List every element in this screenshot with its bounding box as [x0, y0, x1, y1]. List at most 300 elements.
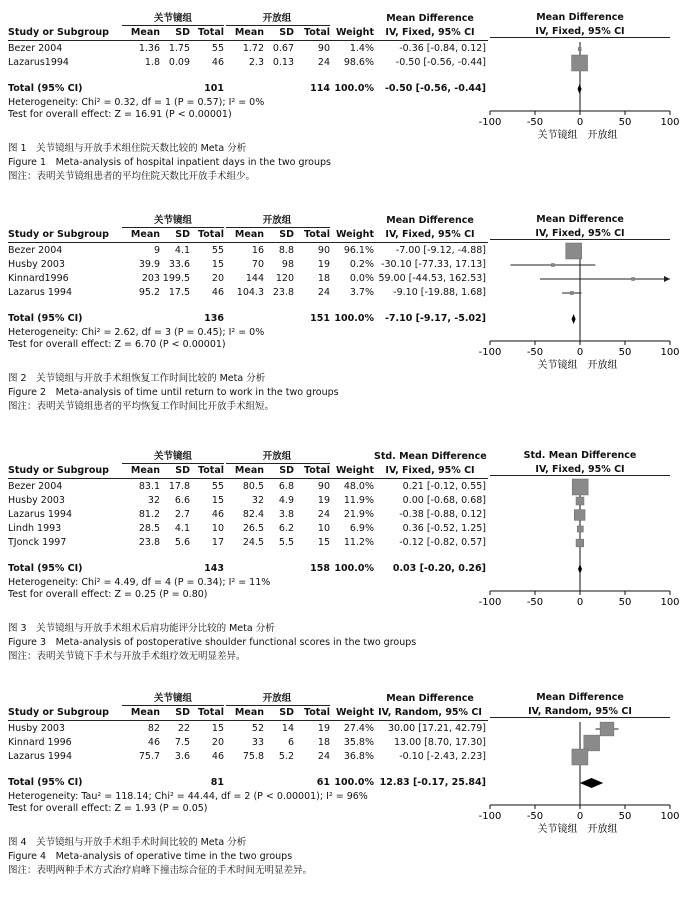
header-columns — [8, 26, 488, 40]
study-marker — [572, 55, 588, 71]
cell-c-total: 15 — [317, 537, 330, 548]
cell-c-sd: 0.67 — [272, 43, 294, 54]
overall-effect-text — [8, 588, 488, 602]
cell-c-sd: SD — [279, 27, 294, 38]
cell-e-sd: 4.1 — [174, 523, 190, 534]
forest-plot — [478, 690, 680, 850]
cell-name: Lazarus 1994 — [8, 751, 72, 762]
forest-plot — [478, 10, 680, 156]
exp-group-label: 关节镜组 — [153, 215, 192, 226]
header-underline — [8, 40, 488, 41]
cell-e-mean: 81.2 — [138, 509, 160, 520]
cell-weight: 100.0% — [334, 313, 374, 324]
cell-e-total: 17 — [211, 537, 224, 548]
total-row — [8, 776, 488, 790]
cell-e-sd: 6.6 — [174, 495, 190, 506]
header-groups — [8, 692, 488, 706]
cell-c-sd: 5.5 — [278, 537, 294, 548]
study-row — [8, 750, 488, 764]
plot-method-label: IV, Fixed, 95% CI — [490, 228, 670, 240]
header-groups — [8, 214, 488, 228]
cell-c-sd: 120 — [275, 273, 294, 284]
cell-ci: 0.00 [-0.68, 0.68] — [402, 495, 486, 506]
cell-c-total: Total — [304, 465, 330, 476]
heterogeneity-stat: Heterogeneity: Chi² = 0.32, df = 1 (P = 0.57); I² = 0% — [8, 97, 265, 108]
cell-c-total: 61 — [316, 777, 330, 788]
cell-ci: -0.50 [-0.56, -0.44] — [395, 57, 486, 68]
total-diamond — [580, 778, 603, 788]
cell-weight: 36.8% — [343, 751, 374, 762]
cell-c-mean: Mean — [234, 465, 264, 476]
cell-name: Husby 2003 — [8, 259, 65, 270]
x-tick-label: 100 — [660, 597, 680, 608]
header-columns — [8, 464, 488, 478]
cell-name: Husby 2003 — [8, 495, 65, 506]
cell-c-total: 90 — [317, 245, 330, 256]
ctrl-group-label: 开放组 — [262, 693, 292, 704]
study-row — [8, 244, 488, 258]
cell-c-mean: Mean — [234, 229, 264, 240]
cell-c-total: 151 — [310, 313, 330, 324]
cell-ci: -7.10 [-9.17, -5.02] — [384, 313, 486, 324]
plot-method-label: IV, Random, 95% CI — [490, 706, 670, 718]
cell-e-sd: 33.6 — [168, 259, 190, 270]
exp-group-label: 关节镜组 — [153, 693, 192, 704]
cell-c-total: 18 — [317, 737, 330, 748]
cell-e-total: 46 — [211, 509, 224, 520]
header-groups — [8, 12, 488, 26]
cell-e-mean: 9 — [153, 245, 160, 256]
cell-e-sd: SD — [175, 465, 190, 476]
overall-effect-text — [8, 802, 488, 816]
cell-weight: 1.4% — [349, 43, 374, 54]
x-tick-label: 0 — [576, 597, 584, 608]
exp-group-label: 关节镜组 — [153, 451, 192, 462]
forest-plot — [478, 448, 680, 636]
cell-name: Lazarus1994 — [8, 57, 69, 68]
study-marker — [576, 497, 584, 505]
study-row — [8, 522, 488, 536]
favours-right-label: 开放组 — [587, 360, 618, 371]
cell-e-total: 55 — [211, 43, 224, 54]
cell-c-mean: Mean — [234, 27, 264, 38]
forest-table — [8, 448, 488, 600]
study-row — [8, 494, 488, 508]
cell-c-sd: 6 — [287, 737, 294, 748]
effect-method-label: IV, Fixed, 95% CI — [385, 27, 475, 38]
caption-en: Figure 3 Meta-analysis of postoperative shoulder functional scores in the two groups — [8, 637, 417, 648]
cell-c-sd: 14 — [281, 723, 294, 734]
ctrl-group-label: 开放组 — [262, 13, 292, 24]
heterogeneity-stat: Heterogeneity: Tau² = 118.14; Chi² = 44.44, df = 2 (P < 0.00001); I² = 96% — [8, 791, 368, 802]
cell-c-sd: SD — [279, 465, 294, 476]
total-diamond — [578, 84, 582, 94]
cell-name: Lindh 1993 — [8, 523, 62, 534]
cell-e-mean: 75.7 — [138, 751, 160, 762]
cell-name: Study or Subgroup — [8, 229, 109, 240]
cell-ci: 30.00 [17.21, 42.79] — [387, 723, 486, 734]
cell-e-total: 81 — [210, 777, 224, 788]
caption-en: Figure 2 Meta-analysis of time until return to work in the two groups — [8, 387, 339, 398]
figure-4 — [0, 690, 685, 910]
cell-ci: -0.12 [-0.82, 0.57] — [399, 537, 486, 548]
x-tick-label: 50 — [618, 347, 632, 358]
cell-e-total: 55 — [211, 245, 224, 256]
forest-plot — [478, 212, 680, 386]
cell-c-total: 90 — [317, 43, 330, 54]
cell-name: Study or Subgroup — [8, 465, 109, 476]
study-marker — [574, 510, 585, 521]
plot-effect-label: Mean Difference — [536, 692, 624, 703]
cell-c-total: Total — [304, 707, 330, 718]
cell-c-sd: 3.8 — [278, 509, 294, 520]
study-row — [8, 272, 488, 286]
study-row — [8, 480, 488, 494]
cell-ci: -0.36 [-0.84, 0.12] — [399, 43, 486, 54]
overall-effect-stat: Test for overall effect: Z = 16.91 (P < 0.00001) — [8, 109, 232, 120]
cell-name: Study or Subgroup — [8, 707, 109, 718]
caption-note: 图注：表明关节镜下手术与开放手术组疗效无明显差异。 — [8, 651, 246, 662]
cell-name: Total (95% CI) — [8, 777, 83, 788]
header-underline — [8, 720, 488, 721]
cell-weight: 100.0% — [334, 563, 374, 574]
cell-ci: 13.00 [8.70, 17.30] — [393, 737, 486, 748]
effect-label: Std. Mean Difference — [374, 451, 487, 462]
cell-weight: Weight — [336, 707, 374, 718]
x-tick-label: 100 — [660, 117, 680, 128]
study-row — [8, 56, 488, 70]
favours-right-label: 开放组 — [587, 824, 618, 835]
exp-group-label: 关节镜组 — [153, 13, 192, 24]
cell-e-total: 20 — [211, 273, 224, 284]
cell-e-mean: Mean — [130, 465, 160, 476]
cell-c-sd: 0.13 — [272, 57, 294, 68]
cell-name: Bezer 2004 — [8, 245, 63, 256]
figure-3 — [0, 448, 685, 668]
caption-cn: 图 4 关节镜组与开放手术组手术时间比较的 Meta 分析 — [8, 837, 247, 848]
cell-e-mean: 95.2 — [138, 287, 160, 298]
cell-e-mean: Mean — [130, 229, 160, 240]
forest-table — [8, 690, 488, 830]
figure-2 — [0, 212, 685, 432]
favours-left-label: 关节镜组 — [537, 130, 578, 141]
cell-e-sd: 22 — [177, 723, 190, 734]
ctrl-group-label: 开放组 — [262, 215, 292, 226]
cell-e-mean: Mean — [130, 27, 160, 38]
cell-name: Lazarus 1994 — [8, 287, 72, 298]
study-marker — [578, 48, 581, 51]
x-tick-label: 50 — [618, 597, 632, 608]
caption-note: 图注：表明两种手术方式治疗肩峰下撞击综合征的手术时间无明显差异。 — [8, 865, 313, 876]
cell-c-mean: 26.5 — [242, 523, 264, 534]
cell-e-mean: Mean — [130, 707, 160, 718]
total-row — [8, 82, 488, 96]
favours-right-label: 开放组 — [587, 130, 618, 141]
cell-e-total: Total — [198, 707, 224, 718]
cell-ci: 0.21 [-0.12, 0.55] — [402, 481, 486, 492]
cell-e-total: 46 — [211, 751, 224, 762]
cell-e-total: 15 — [211, 259, 224, 270]
cell-weight: 0.2% — [349, 259, 374, 270]
study-row — [8, 736, 488, 750]
figure-1 — [0, 10, 685, 230]
header-underline — [8, 478, 488, 479]
cell-weight: Weight — [336, 465, 374, 476]
effect-method-label: IV, Random, 95% CI — [378, 707, 482, 718]
caption-note: 图注：表明关节镜组患者的平均住院天数比开放手术组少。 — [8, 171, 256, 182]
cell-weight: 6.9% — [349, 523, 374, 534]
cell-c-mean: 33 — [251, 737, 264, 748]
overall-effect-stat: Test for overall effect: Z = 1.93 (P = 0.05) — [8, 803, 208, 814]
cell-name: Total (95% CI) — [8, 83, 83, 94]
cell-c-total: 10 — [317, 523, 330, 534]
cell-e-sd: 4.1 — [174, 245, 190, 256]
cell-weight: 11.2% — [343, 537, 374, 548]
cell-e-total: 20 — [211, 737, 224, 748]
cell-weight: 0.0% — [349, 273, 374, 284]
header-groups — [8, 450, 488, 464]
total-row — [8, 562, 488, 576]
plot-method-label: IV, Fixed, 95% CI — [490, 26, 670, 38]
cell-weight: 35.8% — [343, 737, 374, 748]
study-row — [8, 286, 488, 300]
cell-c-sd: SD — [279, 707, 294, 718]
cell-ci: 0.03 [-0.20, 0.26] — [392, 563, 486, 574]
x-tick-label: -50 — [526, 117, 544, 128]
study-marker — [576, 539, 584, 547]
cell-e-sd: SD — [175, 27, 190, 38]
cell-c-sd: SD — [279, 229, 294, 240]
overall-effect-text — [8, 338, 488, 352]
cell-e-total: Total — [198, 229, 224, 240]
cell-name: Bezer 2004 — [8, 43, 63, 54]
cell-c-mean: 144 — [245, 273, 264, 284]
study-marker — [600, 722, 614, 736]
cell-e-mean: 39.9 — [138, 259, 160, 270]
cell-c-sd: 23.8 — [272, 287, 294, 298]
study-marker — [570, 291, 573, 294]
cell-c-total: Total — [304, 229, 330, 240]
cell-weight: 100.0% — [334, 83, 374, 94]
heterogeneity-stat: Heterogeneity: Chi² = 2.62, df = 3 (P = 0.45); I² = 0% — [8, 327, 265, 338]
cell-e-mean: 32 — [147, 495, 160, 506]
caption-cn: 图 1 关节镜组与开放手术组住院天数比较的 Meta 分析 — [8, 143, 247, 154]
cell-weight: Weight — [336, 229, 374, 240]
cell-c-total: 18 — [317, 273, 330, 284]
cell-e-sd: 2.7 — [174, 509, 190, 520]
cell-e-mean: 1.8 — [144, 57, 160, 68]
cell-ci: -0.10 [-2.43, 2.23] — [399, 751, 486, 762]
overall-effect-stat: Test for overall effect: Z = 0.25 (P = 0.80) — [8, 589, 208, 600]
cell-name: TJonck 1997 — [8, 537, 67, 548]
cell-name: Study or Subgroup — [8, 27, 109, 38]
plot-effect-label: Std. Mean Difference — [523, 450, 637, 461]
cell-c-mean: Mean — [234, 707, 264, 718]
cell-c-mean: 75.8 — [242, 751, 264, 762]
overall-effect-stat: Test for overall effect: Z = 6.70 (P < 0.00001) — [8, 339, 226, 350]
cell-c-total: 158 — [310, 563, 330, 574]
cell-c-mean: 16 — [251, 245, 264, 256]
study-row — [8, 536, 488, 550]
cell-ci: 0.36 [-0.52, 1.25] — [402, 523, 486, 534]
caption-cn: 图 3 关节镜组与开放手术组术后肩功能评分比较的 Meta 分析 — [8, 623, 275, 634]
cell-e-total: 15 — [211, 495, 224, 506]
cell-ci: 59.00 [-44.53, 162.53] — [378, 273, 486, 284]
plot-effect-label: Mean Difference — [536, 12, 624, 23]
cell-weight: 3.7% — [349, 287, 374, 298]
cell-c-mean: 52 — [251, 723, 264, 734]
cell-name: Bezer 2004 — [8, 481, 63, 492]
cell-e-mean: 28.5 — [138, 523, 160, 534]
x-tick-label: 50 — [618, 811, 632, 822]
study-marker — [632, 278, 635, 281]
cell-weight: Weight — [336, 27, 374, 38]
x-tick-label: 0 — [576, 811, 584, 822]
cell-c-sd: 8.8 — [278, 245, 294, 256]
cell-ci: -0.50 [-0.56, -0.44] — [384, 83, 486, 94]
study-row — [8, 508, 488, 522]
cell-c-mean: 82.4 — [242, 509, 264, 520]
cell-c-total: 24 — [317, 57, 330, 68]
study-marker — [566, 243, 582, 259]
study-marker — [572, 749, 588, 765]
x-tick-label: 0 — [576, 117, 584, 128]
cell-e-total: Total — [198, 465, 224, 476]
cell-weight: 100.0% — [334, 777, 374, 788]
study-row — [8, 258, 488, 272]
cell-name: Lazarus 1994 — [8, 509, 72, 520]
x-tick-label: 50 — [618, 117, 632, 128]
cell-e-sd: 17.5 — [168, 287, 190, 298]
x-tick-label: 100 — [660, 347, 680, 358]
header-underline — [8, 242, 488, 243]
cell-e-total: 46 — [211, 287, 224, 298]
x-tick-label: -50 — [526, 597, 544, 608]
cell-name: Husby 2003 — [8, 723, 65, 734]
effect-label: Mean Difference — [386, 693, 474, 704]
cell-e-sd: 7.5 — [174, 737, 190, 748]
cell-e-sd: 1.75 — [168, 43, 190, 54]
cell-c-mean: 2.3 — [248, 57, 264, 68]
effect-method-label: IV, Fixed, 95% CI — [385, 465, 475, 476]
ci-arrow — [664, 276, 670, 282]
cell-c-total: 24 — [317, 287, 330, 298]
effect-label: Mean Difference — [386, 13, 474, 24]
forest-table — [8, 212, 488, 352]
cell-ci: -7.00 [-9.12, -4.88] — [395, 245, 486, 256]
favours-left-label: 关节镜组 — [537, 360, 578, 371]
study-marker — [551, 264, 554, 267]
cell-name: Kinnard1996 — [8, 273, 69, 284]
header-columns — [8, 706, 488, 720]
cell-e-sd: SD — [175, 229, 190, 240]
x-tick-label: -100 — [478, 811, 502, 822]
cell-weight: 11.9% — [343, 495, 374, 506]
cell-c-total: 90 — [317, 481, 330, 492]
cell-c-sd: 6.2 — [278, 523, 294, 534]
study-marker — [572, 479, 588, 495]
cell-c-total: Total — [304, 27, 330, 38]
plot-effect-label: Mean Difference — [536, 214, 624, 225]
favours-left-label: 关节镜组 — [537, 824, 578, 835]
cell-e-total: 55 — [211, 481, 224, 492]
heterogeneity-stat: Heterogeneity: Chi² = 4.49, df = 4 (P = 0.34); I² = 11% — [8, 577, 271, 588]
cell-e-total: 136 — [204, 313, 224, 324]
cell-e-sd: SD — [175, 707, 190, 718]
caption-en: Figure 1 Meta-analysis of hospital inpatient days in the two groups — [8, 157, 331, 168]
cell-ci: -9.10 [-19.88, 1.68] — [393, 287, 486, 298]
caption-cn: 图 2 关节镜组与开放手术组恢复工作时间比较的 Meta 分析 — [8, 373, 266, 384]
study-marker — [577, 526, 583, 532]
cell-name: Kinnard 1996 — [8, 737, 72, 748]
effect-method-label: IV, Fixed, 95% CI — [385, 229, 475, 240]
cell-weight: 27.4% — [343, 723, 374, 734]
header-columns — [8, 228, 488, 242]
cell-c-total: 114 — [310, 83, 330, 94]
cell-c-total: 19 — [317, 495, 330, 506]
cell-c-mean: 80.5 — [242, 481, 264, 492]
cell-e-sd: 5.6 — [174, 537, 190, 548]
cell-c-mean: 104.3 — [236, 287, 264, 298]
plot-method-label: IV, Fixed, 95% CI — [490, 464, 670, 476]
effect-label: Mean Difference — [386, 215, 474, 226]
cell-weight: 98.6% — [343, 57, 374, 68]
cell-c-sd: 6.8 — [278, 481, 294, 492]
total-row — [8, 312, 488, 326]
x-tick-label: -100 — [478, 597, 502, 608]
cell-e-mean: 82 — [147, 723, 160, 734]
cell-name: Total (95% CI) — [8, 563, 83, 574]
cell-e-sd: 199.5 — [162, 273, 190, 284]
cell-e-total: 101 — [204, 83, 224, 94]
cell-c-mean: 70 — [251, 259, 264, 270]
cell-e-mean: 83.1 — [138, 481, 160, 492]
cell-e-mean: 23.8 — [138, 537, 160, 548]
cell-e-sd: 3.6 — [174, 751, 190, 762]
cell-e-sd: 0.09 — [168, 57, 190, 68]
cell-name: Total (95% CI) — [8, 313, 83, 324]
cell-c-total: 19 — [317, 259, 330, 270]
cell-e-sd: 17.8 — [168, 481, 190, 492]
x-tick-label: 0 — [576, 347, 584, 358]
x-tick-label: -50 — [526, 347, 544, 358]
cell-c-total: 19 — [317, 723, 330, 734]
cell-e-total: 46 — [211, 57, 224, 68]
cell-ci: -0.38 [-0.88, 0.12] — [399, 509, 486, 520]
total-diamond — [578, 564, 582, 574]
cell-e-total: 15 — [211, 723, 224, 734]
study-row — [8, 722, 488, 736]
cell-e-total: 10 — [211, 523, 224, 534]
overall-effect-text — [8, 108, 488, 122]
cell-e-total: 143 — [204, 563, 224, 574]
x-tick-label: -100 — [478, 347, 502, 358]
x-tick-label: 100 — [660, 811, 680, 822]
cell-e-total: Total — [198, 27, 224, 38]
cell-c-sd: 98 — [281, 259, 294, 270]
cell-e-mean: 203 — [141, 273, 160, 284]
forest-table — [8, 10, 488, 150]
cell-weight: 48.0% — [343, 481, 374, 492]
cell-ci: -30.10 [-77.33, 17.13] — [381, 259, 486, 270]
cell-weight: 21.9% — [343, 509, 374, 520]
cell-e-mean: 46 — [147, 737, 160, 748]
study-row — [8, 42, 488, 56]
caption-note: 图注：表明关节镜组患者的平均恢复工作时间比开放手术组短。 — [8, 401, 275, 412]
cell-c-mean: 1.72 — [242, 43, 264, 54]
cell-c-sd: 4.9 — [278, 495, 294, 506]
study-marker — [584, 735, 600, 751]
